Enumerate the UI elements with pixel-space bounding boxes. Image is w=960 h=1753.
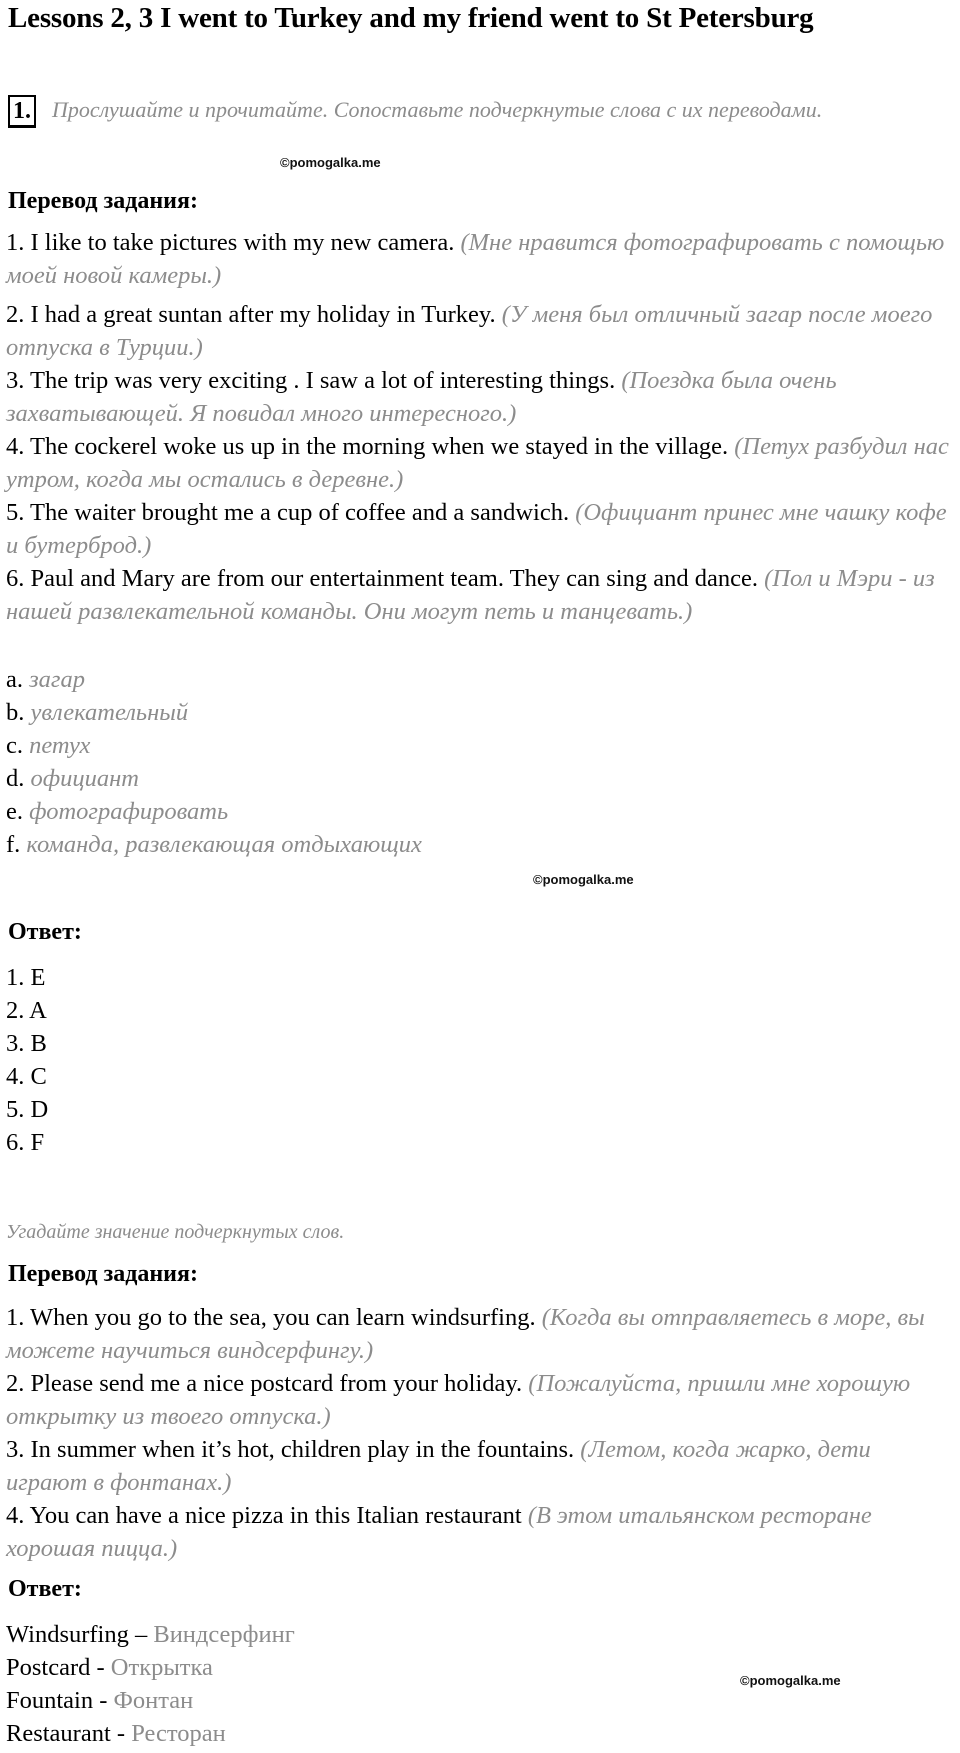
sentence-english: 6. Paul and Mary are from our entertainment team. They can sing and dance.	[6, 565, 758, 592]
task-number: 1.	[8, 95, 36, 128]
watermark: ©pomogalka.me	[740, 1673, 841, 1688]
sentence-english: 1. I like to take pictures with my new camera.	[6, 229, 455, 256]
section-heading: Перевод задания:	[8, 188, 198, 214]
option-item	[6, 828, 422, 861]
sentence-translation: (Когда вы отправляетесь в море, вы можете научиться виндсерфингу.)	[6, 1304, 925, 1364]
answer-item	[6, 1717, 226, 1750]
option-text: команда, развлекающая отдыхающих	[26, 831, 422, 858]
answer-heading: Ответ:	[8, 919, 82, 945]
task-instruction: Угадайте значение подчеркнутых слов.	[6, 1221, 345, 1243]
answer-word: Windsurfing –	[6, 1621, 148, 1648]
sentence	[6, 430, 958, 496]
sentence-english: 2. I had a great suntan after my holiday in Turkey.	[6, 301, 496, 328]
sentence	[6, 496, 958, 562]
option-item	[6, 729, 90, 762]
sentence	[6, 1499, 958, 1565]
sentence-translation: (Пожалуйста, пришли мне хорошую открытку из твоего отпуска.)	[6, 1370, 911, 1430]
sentence-translation: (Петух разбудил нас утром, когда мы остались в деревне.)	[6, 433, 949, 493]
answer-item: 2. A	[6, 997, 47, 1024]
sentence	[6, 1433, 958, 1499]
option-item	[6, 795, 228, 828]
sentence-translation: (Официант принес мне чашку кофе и бутерброд.)	[6, 499, 947, 559]
answer-item	[6, 1618, 295, 1651]
answer-item: 1. E	[6, 964, 46, 991]
option-letter: e.	[6, 798, 23, 825]
section-heading: Перевод задания:	[8, 1261, 198, 1287]
option-item	[6, 762, 139, 795]
option-letter: c.	[6, 732, 23, 759]
answer-item: 5. D	[6, 1096, 49, 1123]
option-item	[6, 663, 85, 696]
sentence	[6, 298, 958, 364]
sentence-translation: (Летом, когда жарко, дети играют в фонтанах.)	[6, 1436, 871, 1496]
answer-item: 4. C	[6, 1063, 47, 1090]
option-text: увлекательный	[30, 699, 189, 726]
sentence-english: 2. Please send me a nice postcard from your holiday.	[6, 1370, 523, 1397]
page-title: Lessons 2, 3 I went to Turkey and my friend went to St Petersburg	[8, 2, 814, 34]
sentence-english: 1. When you go to the sea, you can learn windsurfing.	[6, 1304, 536, 1331]
option-text: петух	[29, 732, 91, 759]
sentence-english: 5. The waiter brought me a cup of coffee and a sandwich.	[6, 499, 570, 526]
sentence	[6, 562, 958, 628]
sentence-english: 4. You can have a nice pizza in this Italian restaurant	[6, 1502, 522, 1529]
task-instruction: Прослушайте и прочитайте. Сопоставьте подчеркнутые слова с их переводами.	[52, 97, 823, 122]
answer-item	[6, 1684, 193, 1717]
answer-word: Restaurant -	[6, 1720, 126, 1747]
option-text: официант	[30, 765, 139, 792]
sentence-translation: (Мне нравится фотографировать с помощью моей новой камеры.)	[6, 229, 945, 289]
option-item	[6, 696, 188, 729]
option-letter: f.	[6, 831, 21, 858]
answer-item: 3. B	[6, 1030, 47, 1057]
sentence-translation: (Поездка была очень захватывающей. Я повидал много интересного.)	[6, 367, 837, 427]
sentence	[6, 226, 958, 292]
sentence-english: 4. The cockerel woke us up in the morning when we stayed in the village.	[6, 433, 729, 460]
answer-translation: Виндсерфинг	[153, 1621, 295, 1648]
watermark: ©pomogalka.me	[533, 872, 634, 887]
option-letter: b.	[6, 699, 25, 726]
sentence-translation: (В этом итальянском ресторане хорошая пицца.)	[6, 1502, 872, 1562]
answer-item: 6. F	[6, 1129, 45, 1156]
sentence-english: 3. The trip was very exciting . I saw a lot of interesting things.	[6, 367, 616, 394]
answer-word: Postcard -	[6, 1654, 105, 1681]
option-letter: a.	[6, 666, 23, 693]
option-text: фотографировать	[29, 798, 229, 825]
option-text: загар	[29, 666, 85, 693]
watermark: ©pomogalka.me	[280, 155, 381, 170]
answer-heading: Ответ:	[8, 1576, 82, 1602]
sentence-translation: (Пол и Мэри - из нашей развлекательной команды. Они могут петь и танцевать.)	[6, 565, 935, 625]
option-letter: d.	[6, 765, 25, 792]
sentence	[6, 364, 958, 430]
answer-translation: Открытка	[110, 1654, 213, 1681]
answer-item	[6, 1651, 213, 1684]
sentence-english: 3. In summer when it’s hot, children play in the fountains.	[6, 1436, 575, 1463]
sentence-translation: (У меня был отличный загар после моего отпуска в Турции.)	[6, 301, 933, 361]
answer-translation: Фонтан	[113, 1687, 194, 1714]
sentence	[6, 1367, 958, 1433]
answer-translation: Ресторан	[131, 1720, 226, 1747]
answer-word: Fountain -	[6, 1687, 108, 1714]
sentence	[6, 1301, 958, 1367]
